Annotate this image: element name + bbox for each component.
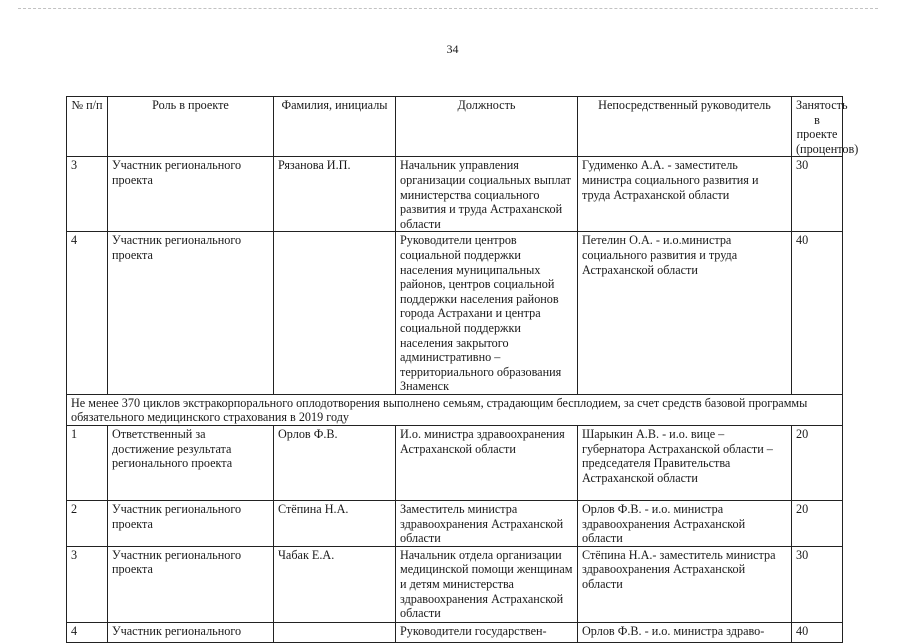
cell-position: Начальник управления организации социальных выплат министерства социального развития и труда Астраханской области [396,157,578,232]
cell-position: Начальник отдела организации медицинской помощи женщинам и детям министерства здравоохранения Астраханской области [396,546,578,622]
cell-manager: Орлов Ф.В. - и.о. министра здравоохранения Астраханской области [578,501,792,547]
cell-num: 3 [67,546,108,622]
cell-manager: Шарыкин А.В. - и.о. вице – губернатора Астраханской области – председателя Правительства Астраханской области [578,426,792,501]
cell-load: 40 [792,232,843,395]
cell-num: 4 [67,232,108,395]
cell-role: Участник регионального [108,622,274,642]
cell-name: Чабак Е.А. [274,546,396,622]
section-title: Не менее 370 циклов экстракорпорального оплодотворения выполнено семьям, страдающим бесплодием, за счет средств базовой программы обязательного медицинского страхования в 2019 году [67,394,843,425]
table-row [67,622,843,642]
cell-name [274,232,396,395]
table-row [67,232,843,395]
header-name: Фамилия, инициалы [274,97,396,157]
cell-role: Участник регионального проекта [108,157,274,232]
cell-name: Рязанова И.П. [274,157,396,232]
table-row [67,501,843,547]
header-load: Занятость в проекте (процентов) [792,97,843,157]
cell-load: 20 [792,426,843,501]
page-number: 34 [446,42,459,56]
table-row [67,157,843,232]
cell-num: 1 [67,426,108,501]
cell-load: 30 [792,546,843,622]
cell-role: Участник регионального проекта [108,501,274,547]
cell-position: Заместитель министра здравоохранения Астраханской области [396,501,578,547]
cell-manager: Стёпина Н.А.- заместитель министра здравоохранения Астраханской области [578,546,792,622]
cell-role: Участник регионального проекта [108,546,274,622]
cell-num: 3 [67,157,108,232]
table-row [67,426,843,501]
cell-manager: Орлов Ф.В. - и.о. министра здраво- [578,622,792,642]
cell-role: Участник регионального проекта [108,232,274,395]
cell-num: 4 [67,622,108,642]
cell-load: 30 [792,157,843,232]
cell-position: И.о. министра здравоохранения Астраханской области [396,426,578,501]
header-role: Роль в проекте [108,97,274,157]
cell-name [274,622,396,642]
header-manager: Непосредственный руководитель [578,97,792,157]
cell-manager: Петелин О.А. - и.о.министра социального развития и труда Астраханской области [578,232,792,395]
header-num: № п/п [67,97,108,157]
cell-load: 20 [792,501,843,547]
cell-role: Ответственный за достижение результата регионального проекта [108,426,274,501]
header-position: Должность [396,97,578,157]
cell-manager: Гудименко А.А. - заместитель министра социального развития и труда Астраханской области [578,157,792,232]
cell-name: Орлов Ф.В. [274,426,396,501]
cell-load: 40 [792,622,843,642]
project-team-table [66,96,859,643]
cell-position: Руководители центров социальной поддержки населения муниципальных районов, центров социальной поддержки населения районов города Астрахани и центра социальной поддержки населения закрытого административно – территориального образования Знаменск [396,232,578,395]
table-header-row [67,97,843,157]
cell-num: 2 [67,501,108,547]
cell-position: Руководители государствен- [396,622,578,642]
section-row [67,394,843,425]
cell-name: Стёпина Н.А. [274,501,396,547]
table-row [67,546,843,622]
scan-top-rule [18,8,878,9]
